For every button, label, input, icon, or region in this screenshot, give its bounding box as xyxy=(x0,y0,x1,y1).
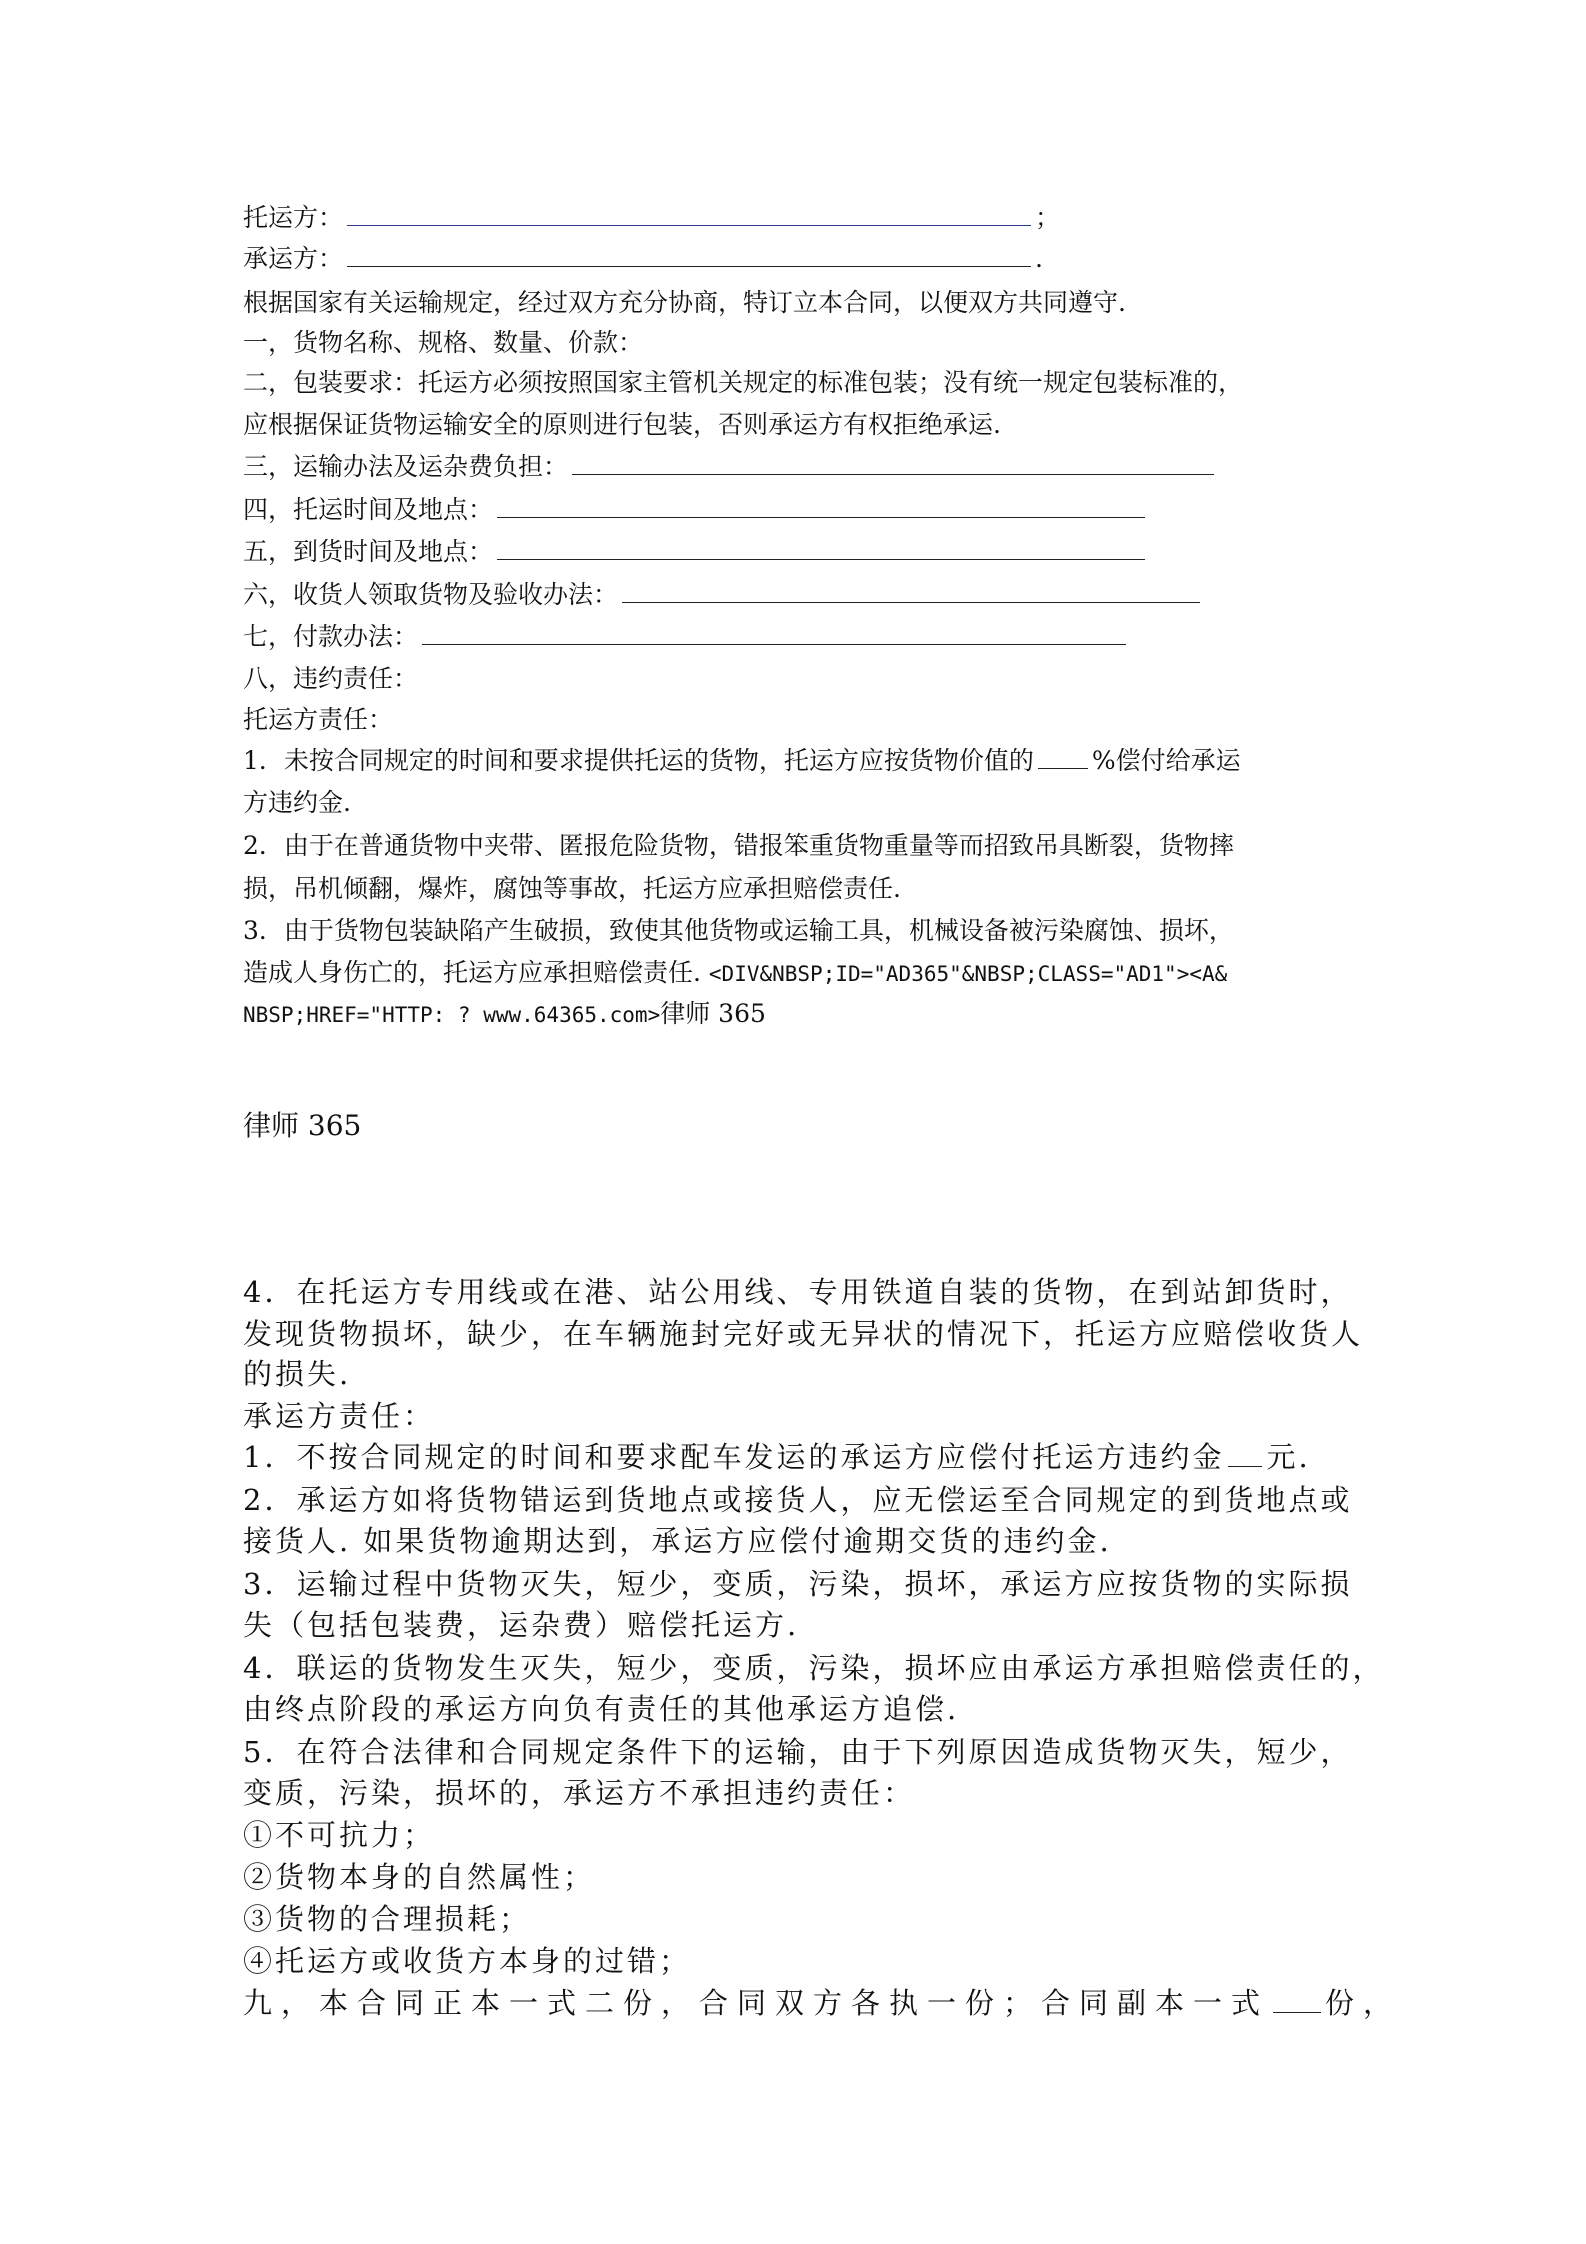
consignor-duty-1-line-2: 方违约金. xyxy=(243,788,351,817)
consignor-duty-4-line-2: 发现货物损坏，缺少，在车辆施封完好或无异状的情况下，托运方应赔偿收货人 xyxy=(243,1317,1364,1351)
carrier-blank[interactable] xyxy=(347,265,1031,267)
exemption-item-3: ③货物的合理损耗； xyxy=(243,1902,532,1936)
consignor-duty-4-line-1: 4．在托运方专用线或在港、站公用线、专用铁道自装的货物，在到站卸货时， xyxy=(243,1275,1353,1309)
clause-7-blank[interactable] xyxy=(422,643,1126,645)
copies-blank[interactable] xyxy=(1273,2011,1321,2013)
carrier-label: 承运方： xyxy=(243,244,344,273)
consignor-duty-4-line-3: 的损失. xyxy=(243,1357,352,1391)
clause-3-blank[interactable] xyxy=(572,473,1214,475)
clause-1: 一，货物名称、规格、数量、价款： xyxy=(243,328,644,357)
clause-2-line-1: 二，包装要求：托运方必须按照国家主管机关规定的标准包装；没有统一规定包装标准的， xyxy=(243,368,1244,397)
carrier-duty-2-line-2: 接货人. 如果货物逾期达到，承运方应偿付逾期交货的违约金. xyxy=(243,1524,1112,1558)
carrier-line: 承运方： . xyxy=(243,244,1043,273)
carrier-duty-5-line-1: 5．在符合法律和合同规定条件下的运输，由于下列原因造成货物灭失，短少， xyxy=(243,1735,1353,1769)
consignor-duty-2-line-2: 损，吊机倾翻，爆炸，腐蚀等事故，托运方应承担赔偿责任. xyxy=(243,874,901,903)
penalty-amount-blank[interactable] xyxy=(1228,1465,1262,1467)
clause-4-line: 四，托运时间及地点： xyxy=(243,497,1363,522)
clause-6-line: 六，收货人领取货物及验收办法： xyxy=(243,582,1363,607)
clause-9-line: 九，本合同正本一式二份，合同双方各执一份；合同副本一式 份， xyxy=(243,1986,1402,2020)
watermark-text: 律师 365 xyxy=(243,1109,362,1142)
carrier-duty-1: 1．不按合同规定的时间和要求配车发运的承运方应偿付托运方违约金 元. xyxy=(243,1440,1311,1474)
clause-2-line-2: 应根据保证货物运输安全的原则进行包装，否则承运方有权拒绝承运. xyxy=(243,410,1001,439)
clause-4-blank[interactable] xyxy=(497,516,1145,518)
consignor-duty-1-line-1: 1．未按合同规定的时间和要求提供托运的货物，托运方应按货物价值的 %偿付给承运 xyxy=(243,746,1241,775)
exemption-item-2: ②货物本身的自然属性； xyxy=(243,1860,596,1894)
html-code-fragment-2: NBSP;HREF="HTTP: ? www.64365.com> xyxy=(243,1003,661,1027)
carrier-duty-heading: 承运方责任： xyxy=(243,1399,436,1433)
consignor-line: 托运方： ； xyxy=(243,203,1061,232)
clause-7-line: 七，付款办法： xyxy=(243,624,1363,649)
exemption-item-4: ④托运方或收货方本身的过错； xyxy=(243,1944,692,1978)
carrier-duty-3-line-2: 失（包括包装费，运杂费）赔偿托运方. xyxy=(243,1608,800,1642)
clause-6-blank[interactable] xyxy=(622,601,1200,603)
percent-blank[interactable] xyxy=(1038,767,1088,769)
consignor-duty-3-line-1: 3．由于货物包装缺陷产生破损，致使其他货物或运输工具，机械设备被污染腐蚀、损坏， xyxy=(243,916,1234,945)
clause-5-blank[interactable] xyxy=(497,558,1145,560)
consignor-duty-3-line-3: NBSP;HREF="HTTP: ? www.64365.com>律师 365 xyxy=(243,999,766,1028)
clause-8: 八，违约责任： xyxy=(243,664,419,693)
clause-3-line: 三，运输办法及运杂费负担： xyxy=(243,454,1363,479)
consignor-label: 托运方： xyxy=(243,203,344,232)
clause-5-line: 五，到货时间及地点： xyxy=(243,539,1363,564)
preamble: 根据国家有关运输规定，经过双方充分协商，特订立本合同，以便双方共同遵守. xyxy=(243,288,1126,317)
consignor-duty-3-line-2: 造成人身伤亡的，托运方应承担赔偿责任. <DIV&NBSP;ID="AD365"&NBSP;CLASS="AD1"><A& xyxy=(243,958,1228,987)
html-code-fragment-1: <DIV&NBSP;ID="AD365"&NBSP;CLASS="AD1"><A& xyxy=(708,962,1228,986)
consignor-duty-2-line-1: 2．由于在普通货物中夹带、匿报危险货物，错报笨重货物重量等而招致吊具断裂，货物摔 xyxy=(243,831,1234,860)
carrier-duty-4-line-2: 由终点阶段的承运方向负有责任的其他承运方追偿. xyxy=(243,1692,960,1726)
carrier-duty-3-line-1: 3．运输过程中货物灭失，短少，变质，污染，损坏，承运方应按货物的实际损 xyxy=(243,1567,1353,1601)
carrier-duty-5-line-2: 变质，污染，损坏的，承运方不承担违约责任： xyxy=(243,1776,916,1810)
consignor-duty-heading: 托运方责任： xyxy=(243,705,394,734)
consignor-blank[interactable] xyxy=(347,224,1031,226)
carrier-duty-4-line-1: 4．联运的货物发生灭失，短少，变质，污染，损坏应由承运方承担赔偿责任的， xyxy=(243,1651,1385,1685)
carrier-duty-2-line-1: 2．承运方如将货物错运到货地点或接货人，应无偿运至合同规定的到货地点或 xyxy=(243,1483,1353,1517)
exemption-item-1: ①不可抗力； xyxy=(243,1818,436,1852)
